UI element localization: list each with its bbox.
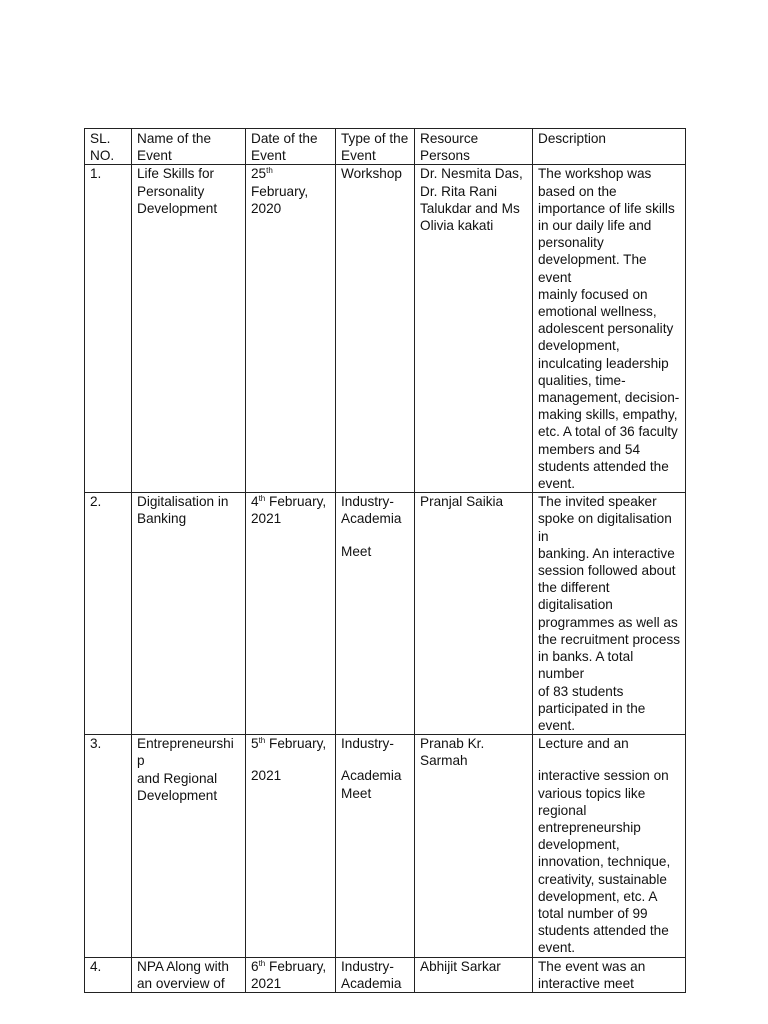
header-resource-persons: Resource Persons — [415, 129, 533, 165]
header-event-name: Name of the Event — [132, 129, 246, 165]
header-event-type: Type of the Event — [336, 129, 415, 165]
table-row — [85, 735, 686, 957]
row-event-date: 4th February, 2021 — [246, 493, 336, 735]
row-event-date: 5th February, 2021 — [246, 735, 336, 957]
header-description: Description — [533, 129, 686, 165]
row-resource-persons: Pranab Kr. Sarmah — [415, 735, 533, 957]
header-sl-no: SL. NO. — [85, 129, 132, 165]
header-event-date: Date of the Event — [246, 129, 336, 165]
row-sl-no: 4. — [85, 957, 132, 992]
table-header-row — [85, 129, 686, 165]
row-event-name: NPA Along with an overview of — [132, 957, 246, 992]
row-resource-persons: Dr. Nesmita Das, Dr. Rita Rani Talukdar and Ms Olivia kakati — [415, 165, 533, 493]
row-event-date: 25th February, 2020 — [246, 165, 336, 493]
row-event-type: Workshop — [336, 165, 415, 493]
row-sl-no: 3. — [85, 735, 132, 957]
row-sl-no: 2. — [85, 493, 132, 735]
events-table — [84, 128, 686, 993]
row-description: The workshop was based on the importance of life skills in our daily life and personality development. The event mainly focused on emotional wellness, adolescent personality development, inculcating leadership qualities, time- management, decision- making skills, empathy, etc. A total of 36 faculty members and 54 students attended the event. — [533, 165, 686, 493]
row-event-date: 6th February, 2021 — [246, 957, 336, 992]
row-resource-persons: Abhijit Sarkar — [415, 957, 533, 992]
row-event-name: Entrepreneurshi p and Regional Development — [132, 735, 246, 957]
row-event-name: Digitalisation in Banking — [132, 493, 246, 735]
row-description: The event was an interactive meet — [533, 957, 686, 992]
row-resource-persons: Pranjal Saikia — [415, 493, 533, 735]
table-row — [85, 957, 686, 992]
row-description: The invited speaker spoke on digitalisation in banking. An interactive session followed about the different digitalisation programmes as well as the recruitment process in banks. A total number of 83 students participated in the event. — [533, 493, 686, 735]
row-event-type: Industry- Academia Meet — [336, 493, 415, 735]
row-description: Lecture and an interactive session on various topics like regional entrepreneurship development, innovation, technique, creativity, sustainable development, etc. A total number of 99 students attended the event. — [533, 735, 686, 957]
row-event-type: Industry- Academia — [336, 957, 415, 992]
table-row — [85, 493, 686, 735]
row-event-name: Life Skills for Personality Development — [132, 165, 246, 493]
row-event-type: Industry- Academia Meet — [336, 735, 415, 957]
row-sl-no: 1. — [85, 165, 132, 493]
table-row — [85, 165, 686, 493]
